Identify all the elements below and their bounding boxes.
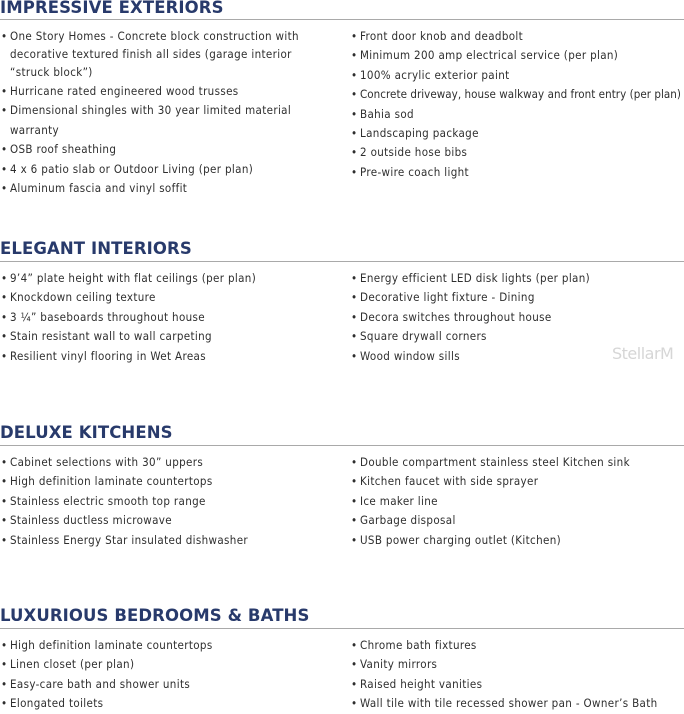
- feature-list-left: [1, 453, 341, 550]
- section-title: IMPRESSIVE EXTERIORS: [0, 0, 224, 17]
- list-item: • 2 outside hose bibs: [351, 143, 684, 162]
- section-title: ELEGANT INTERIORS: [0, 239, 192, 258]
- list-item: • Wall tile with tile recessed shower pan - Owner’s Bath: [351, 694, 684, 713]
- list-item: • Easy-care bath and shower units: [1, 675, 341, 694]
- list-item: • 3 ¼” baseboards throughout house: [1, 308, 341, 327]
- feature-list-left: [1, 269, 341, 366]
- list-item: • Vanity mirrors: [351, 655, 684, 674]
- list-item: • Cabinet selections with 30” uppers: [1, 453, 341, 472]
- list-item: • Pre-wire coach light: [351, 163, 684, 182]
- list-item: • Stain resistant wall to wall carpeting: [1, 327, 341, 346]
- list-item: • Stainless electric smooth top range: [1, 492, 341, 511]
- list-item: • Stainless Energy Star insulated dishwasher: [1, 531, 341, 550]
- section-divider: [0, 445, 684, 446]
- list-item: • OSB roof sheathing: [1, 140, 341, 159]
- section-divider: [0, 628, 684, 629]
- feature-list-right: [351, 636, 684, 714]
- section-title: DELUXE KITCHENS: [0, 423, 173, 442]
- list-item: • Kitchen faucet with side sprayer: [351, 472, 684, 491]
- list-item: • Ice maker line: [351, 492, 684, 511]
- list-item: • Knockdown ceiling texture: [1, 288, 341, 307]
- list-item: • Energy efficient LED disk lights (per plan): [351, 269, 684, 288]
- list-item: • Decorative light fixture - Dining: [351, 288, 684, 307]
- list-item: • High definition laminate countertops: [1, 472, 341, 491]
- list-item: • One Story Homes - Concrete block construction with decorative textured finish all sides (garage interior “struck block”): [1, 27, 325, 82]
- list-item: • Minimum 200 amp electrical service (per plan): [351, 46, 684, 65]
- list-item: • Garbage disposal: [351, 511, 684, 530]
- list-item: • High definition laminate countertops: [1, 636, 341, 655]
- list-item: • Dimensional shingles with 30 year limited material warranty: [1, 101, 341, 140]
- section-divider: [0, 261, 684, 262]
- watermark-logo: StellarM: [612, 344, 674, 363]
- feature-list-right: [351, 453, 684, 550]
- list-item: • Square drywall corners: [351, 327, 684, 346]
- list-item: • Raised height vanities: [351, 675, 684, 694]
- list-item: • 4 x 6 patio slab or Outdoor Living (per plan): [1, 160, 341, 179]
- list-item: • Aluminum fascia and vinyl soffit: [1, 179, 341, 198]
- list-item: • Decora switches throughout house: [351, 308, 684, 327]
- list-item: • 9’4” plate height with flat ceilings (per plan): [1, 269, 341, 288]
- section-title: LUXURIOUS BEDROOMS & BATHS: [0, 606, 310, 625]
- feature-list-left: [1, 636, 341, 714]
- feature-list-left: [1, 27, 341, 198]
- list-item: • Bahia sod: [351, 105, 684, 124]
- list-item: • Linen closet (per plan): [1, 655, 341, 674]
- list-item: • Wood window sills: [351, 347, 684, 366]
- list-item: • Hurricane rated engineered wood trusses: [1, 82, 341, 101]
- list-item: • Elongated toilets: [1, 694, 341, 713]
- list-item: • Front door knob and deadbolt: [351, 27, 684, 46]
- list-item: • USB power charging outlet (Kitchen): [351, 531, 684, 550]
- list-item: • Landscaping package: [351, 124, 684, 143]
- list-item: • 100% acrylic exterior paint: [351, 66, 684, 85]
- list-item: • Stainless ductless microwave: [1, 511, 341, 530]
- list-item: • Concrete driveway, house walkway and front entry (per plan): [351, 85, 684, 104]
- section-divider: [0, 19, 684, 20]
- list-item: • Resilient vinyl flooring in Wet Areas: [1, 347, 341, 366]
- list-item: • Chrome bath fixtures: [351, 636, 684, 655]
- list-item: • Double compartment stainless steel Kitchen sink: [351, 453, 684, 472]
- feature-list-right: [351, 27, 684, 182]
